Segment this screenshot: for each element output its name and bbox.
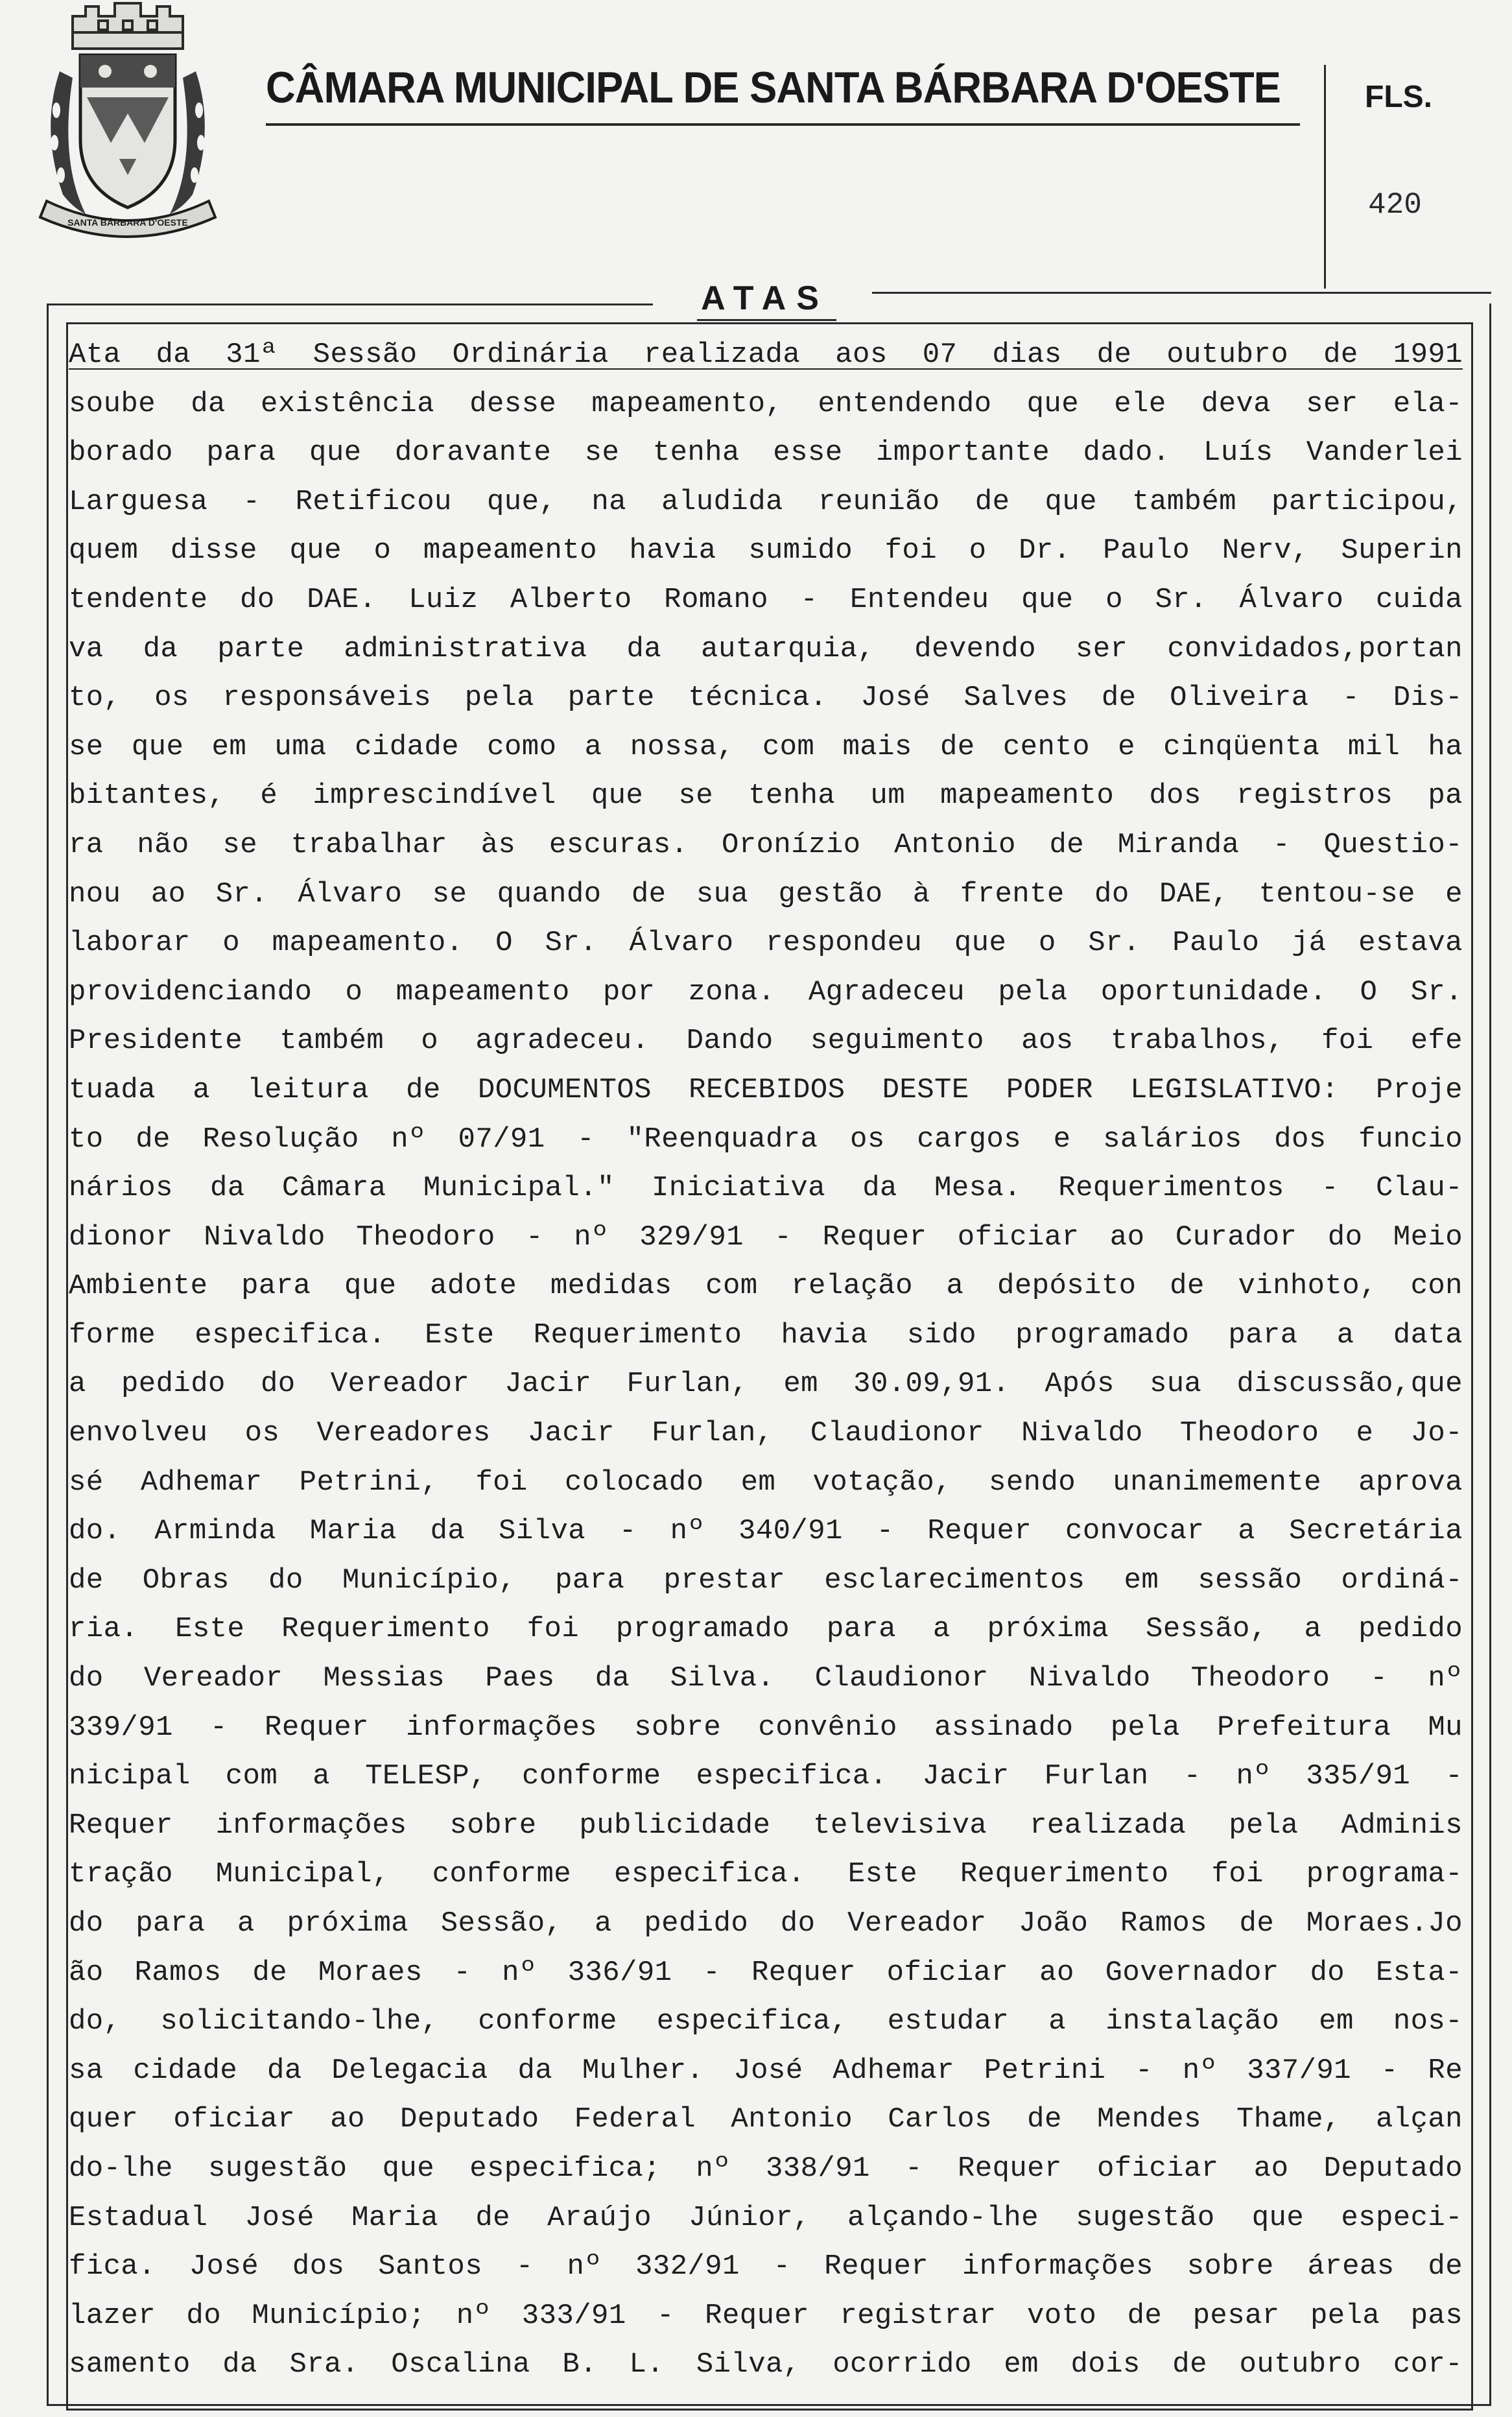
minutes-line: quem disse que o mapeamento havia sumido foi o Dr. Paulo Nerv, Superin — [69, 534, 1463, 567]
minutes-line: soube da existência desse mapeamento, entendendo que ele deva ser ela- — [69, 387, 1463, 420]
minutes-line: do, solicitando-lhe, conforme especifica, estudar a instalação em nos- — [69, 2005, 1463, 2038]
header-divider — [1324, 65, 1326, 289]
minutes-line: sa cidade da Delegacia da Mulher. José Adhemar Petrini - nº 337/91 - Re — [69, 2054, 1463, 2087]
municipal-coat-of-arms-icon — [34, 0, 222, 240]
minutes-line: nários da Câmara Municipal." Iniciativa da Mesa. Requerimentos - Clau- — [69, 1172, 1463, 1205]
minutes-line: Ata da 31ª Sessão Ordinária realizada aos 07 dias de outubro de 1991 — [69, 339, 1463, 371]
minutes-line: nicipal com a TELESP, conforme especifica. Jacir Furlan - nº 335/91 - — [69, 1760, 1463, 1793]
minutes-line: nou ao Sr. Álvaro se quando de sua gestão à frente do DAE, tentou-se e — [69, 877, 1463, 911]
minutes-line: ria. Este Requerimento foi programado para a próxima Sessão, a pedido — [69, 1613, 1463, 1646]
minutes-line: Larguesa - Retificou que, na aludida reunião de que também participou, — [69, 485, 1463, 518]
fls-label: FLS. — [1365, 80, 1432, 114]
minutes-line: ão Ramos de Moraes - nº 336/91 - Requer oficiar ao Governador do Esta- — [69, 1956, 1463, 1989]
minutes-line: providenciando o mapeamento por zona. Agradeceu pela oportunidade. O Sr. — [69, 975, 1463, 1008]
minutes-line: samento da Sra. Oscalina B. L. Silva, ocorrido em dois de outubro cor- — [69, 2348, 1463, 2381]
minutes-line: de Obras do Município, para prestar esclarecimentos em sessão ordiná- — [69, 1564, 1463, 1597]
minutes-line: quer oficiar ao Deputado Federal Antonio Carlos de Mendes Thame, alçan — [69, 2103, 1463, 2136]
minutes-line: do. Arminda Maria da Silva - nº 340/91 - Requer convocar a Secretária — [69, 1515, 1463, 1548]
minutes-line: dionor Nivaldo Theodoro - nº 329/91 - Requer oficiar ao Curador do Meio — [69, 1220, 1463, 1254]
minutes-line: tuada a leitura de DOCUMENTOS RECEBIDOS DESTE PODER LEGISLATIVO: Proje — [69, 1073, 1463, 1106]
minutes-line: Ambiente para que adote medidas com relação a depósito de vinhoto, con — [69, 1270, 1463, 1303]
minutes-line: tração Municipal, conforme especifica. Este Requerimento foi programa- — [69, 1858, 1463, 1891]
minutes-line: tendente do DAE. Luiz Alberto Romano - Entendeu que o Sr. Álvaro cuida — [69, 583, 1463, 616]
minutes-line: sé Adhemar Petrini, foi colocado em votação, sendo unanimemente aprova — [69, 1466, 1463, 1499]
minutes-line: do para a próxima Sessão, a pedido do Vereador João Ramos de Moraes.Jo — [69, 1907, 1463, 1940]
minutes-line: fica. José dos Santos - nº 332/91 - Requer informações sobre áreas de — [69, 2250, 1463, 2283]
section-label: ATAS — [701, 280, 829, 317]
minutes-line: bitantes, é imprescindível que se tenha um mapeamento dos registros pa — [69, 780, 1463, 813]
minutes-line: envolveu os Vereadores Jacir Furlan, Claudionor Nivaldo Theodoro e Jo- — [69, 1417, 1463, 1450]
page-number: 420 — [1368, 188, 1422, 222]
minutes-line: a pedido do Vereador Jacir Furlan, em 30.09,91. Após sua discussão,que — [69, 1368, 1463, 1401]
minutes-line: va da parte administrativa da autarquia, devendo ser convidados,portan — [69, 632, 1463, 665]
chamber-title: CÂMARA MUNICIPAL DE SANTA BÁRBARA D'OESTE — [266, 63, 1281, 112]
minutes-line: laborar o mapeamento. O Sr. Álvaro respondeu que o Sr. Paulo já estava — [69, 927, 1463, 960]
minutes-line: ra não se trabalhar às escuras. Oronízio Antonio de Miranda - Questio- — [69, 828, 1463, 861]
minutes-line: Presidente também o agradeceu. Dando seguimento aos trabalhos, foi efe — [69, 1025, 1463, 1058]
minutes-line: Estadual José Maria de Araújo Júnior, alçando-lhe sugestão que especi- — [69, 2201, 1463, 2234]
minutes-line: do-lhe sugestão que especifica; nº 338/91 - Requer oficiar ao Deputado — [69, 2152, 1463, 2185]
minutes-line: forme especifica. Este Requerimento havia sido programado para a data — [69, 1318, 1463, 1351]
minutes-line: 339/91 - Requer informações sobre convênio assinado pela Prefeitura Mu — [69, 1711, 1463, 1744]
minutes-line: se que em uma cidade como a nossa, com mais de cento e cinqüenta mil ha — [69, 730, 1463, 763]
crest-ribbon-text: SANTA BÁRBARA D'OESTE — [67, 217, 188, 228]
section-rule-right — [872, 292, 1491, 294]
minutes-line: to de Resolução nº 07/91 - "Reenquadra os cargos e salários dos funcio — [69, 1123, 1463, 1156]
minutes-line: Requer informações sobre publicidade televisiva realizada pela Adminis — [69, 1809, 1463, 1842]
minutes-line: lazer do Município; nº 333/91 - Requer registrar voto de pesar pela pas — [69, 2299, 1463, 2332]
minutes-line: to, os responsáveis pela parte técnica. José Salves de Oliveira - Dis- — [69, 682, 1463, 715]
minutes-body — [69, 331, 1463, 2403]
minutes-line: do Vereador Messias Paes da Silva. Claudionor Nivaldo Theodoro - nº — [69, 1662, 1463, 1695]
title-rule — [266, 123, 1300, 126]
minutes-line: borado para que doravante se tenha esse importante dado. Luís Vanderlei — [69, 436, 1463, 470]
